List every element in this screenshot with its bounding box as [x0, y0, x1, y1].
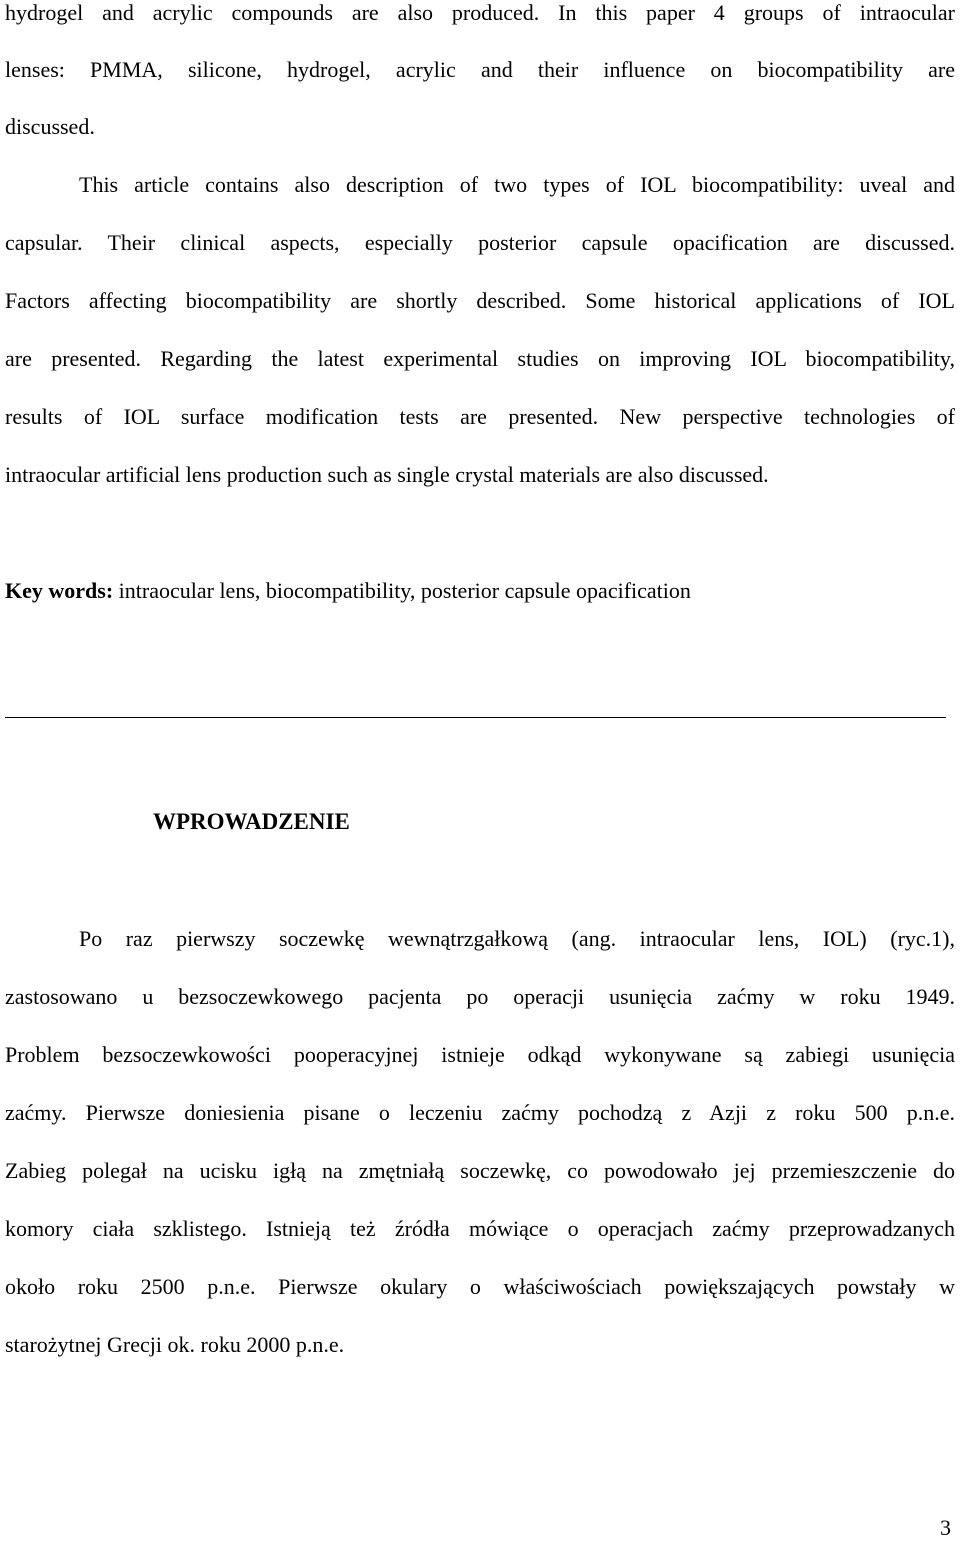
- keywords: [5, 578, 955, 604]
- keywords-text: intraocular lens, biocompatibility, posterior capsule opacification: [113, 578, 691, 603]
- intro-line-2: zastosowano u bezsoczewkowego pacjenta po operacji usunięcia zaćmy w roku 1949.: [5, 984, 955, 1009]
- abstract-line-8: results of IOL surface modification tests are presented. New perspective technologies of: [5, 404, 955, 429]
- intro-line-6: komory ciała szklistego. Istnieją też źródła mówiące o operacjach zaćmy przeprowadzanych: [5, 1216, 955, 1241]
- keywords-label: Key words:: [5, 578, 114, 603]
- intro-line-3: Problem bezsoczewkowości pooperacyjnej istnieje odkąd wykonywane są zabiegi usunięcia: [5, 1042, 955, 1067]
- intro-line-4: zaćmy. Pierwsze doniesienia pisane o leczeniu zaćmy pochodzą z Azji z roku 500 p.n.e.: [5, 1100, 955, 1125]
- intro-line-1: Po raz pierwszy soczewkę wewnątrzgałkową (ang. intraocular lens, IOL) (ryc.1),: [79, 926, 955, 951]
- abstract-line-1: hydrogel and acrylic compounds are also produced. In this paper 4 groups of intraocular: [5, 0, 955, 25]
- intro-line-5: Zabieg polegał na ucisku igłą na zmętniałą soczewkę, co powodowało jej przemieszczenie do: [5, 1158, 955, 1183]
- abstract-line-7: are presented. Regarding the latest experimental studies on improving IOL biocompatibility,: [5, 346, 955, 371]
- page-number: 3: [940, 1515, 951, 1540]
- intro-line-7: około roku 2500 p.n.e. Pierwsze okulary o właściwościach powiększających powstały w: [5, 1274, 955, 1299]
- abstract-line-6: Factors affecting biocompatibility are shortly described. Some historical applications of IOL: [5, 288, 955, 313]
- abstract-line-5: capsular. Their clinical aspects, especially posterior capsule opacification are discussed.: [5, 230, 955, 255]
- abstract-line-3: discussed.: [5, 114, 95, 139]
- abstract-line-2: lenses: PMMA, silicone, hydrogel, acrylic and their influence on biocompatibility are: [5, 57, 955, 82]
- abstract-line-9: intraocular artificial lens production such as single crystal materials are also discussed.: [5, 462, 769, 487]
- abstract-line-4: This article contains also description of two types of IOL biocompatibility: uveal and: [79, 172, 955, 197]
- section-heading: WPROWADZENIE: [153, 809, 350, 834]
- intro-line-8: starożytnej Grecji ok. roku 2000 p.n.e.: [5, 1332, 345, 1357]
- separator-rule: [5, 717, 946, 718]
